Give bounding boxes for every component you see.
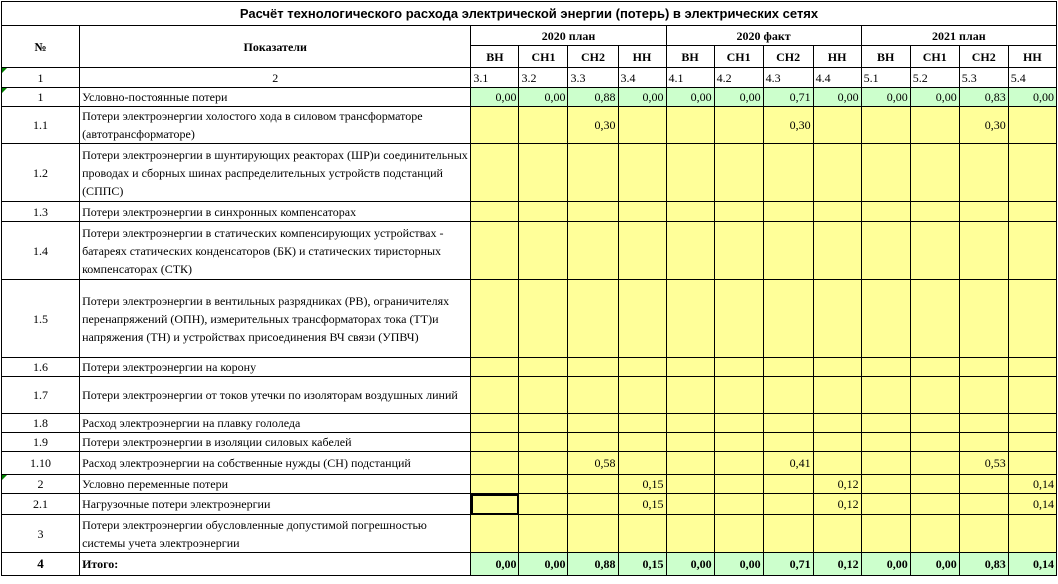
value-cell[interactable] — [813, 433, 861, 452]
row-label[interactable]: Потери электроэнергии в статических компенсирующих устройствах - батареях статических конденсаторов (БК) и статических тиристорных компенсаторах (СТК) — [80, 222, 471, 280]
value-cell[interactable] — [666, 107, 714, 144]
column-number[interactable]: 2 — [80, 68, 471, 88]
value-cell[interactable] — [763, 475, 813, 494]
value-cell[interactable] — [763, 414, 813, 433]
value-cell[interactable] — [813, 377, 861, 414]
value-cell[interactable] — [471, 433, 519, 452]
column-number[interactable]: 4.4 — [813, 68, 861, 88]
header-level[interactable]: НН — [618, 46, 666, 68]
value-cell[interactable]: 0,00 — [519, 553, 568, 576]
row-index[interactable]: 1.6 — [2, 358, 80, 377]
value-cell[interactable] — [568, 414, 618, 433]
value-cell[interactable] — [519, 433, 568, 452]
value-cell[interactable] — [618, 144, 666, 202]
value-cell[interactable] — [959, 515, 1008, 553]
value-cell[interactable]: 0,00 — [861, 88, 910, 107]
value-cell[interactable] — [618, 515, 666, 553]
value-cell[interactable] — [861, 107, 910, 144]
value-cell[interactable] — [813, 515, 861, 553]
value-cell[interactable] — [861, 452, 910, 475]
table-row — [2, 107, 1057, 144]
column-number[interactable]: 1 — [2, 68, 80, 88]
value-cell[interactable] — [568, 222, 618, 280]
value-cell[interactable]: 0,12 — [813, 475, 861, 494]
value-cell[interactable] — [519, 280, 568, 358]
value-cell[interactable] — [666, 144, 714, 202]
value-cell[interactable] — [519, 358, 568, 377]
data-rows — [2, 88, 1057, 576]
row-index[interactable]: 4 — [2, 553, 80, 576]
row-index[interactable]: 1.10 — [2, 452, 80, 475]
table-title: Расчёт технологического расхода электрической энергии (потерь) в электрических сетях — [2, 2, 1057, 26]
value-cell[interactable] — [813, 144, 861, 202]
row-index[interactable]: 1.8 — [2, 414, 80, 433]
column-number[interactable]: 4.1 — [666, 68, 714, 88]
value-cell[interactable] — [910, 433, 959, 452]
value-cell[interactable] — [1008, 358, 1056, 377]
header-indicator[interactable]: Показатели — [80, 26, 471, 68]
value-cell[interactable] — [714, 377, 763, 414]
header-no[interactable]: № — [2, 26, 80, 68]
value-cell[interactable] — [714, 107, 763, 144]
table-row — [2, 144, 1057, 202]
value-cell[interactable] — [861, 475, 910, 494]
value-cell[interactable] — [861, 433, 910, 452]
value-cell[interactable] — [910, 222, 959, 280]
row-index[interactable]: 3 — [2, 515, 80, 553]
column-number[interactable]: 5.2 — [910, 68, 959, 88]
value-cell[interactable] — [861, 202, 910, 222]
value-cell[interactable]: 0,30 — [763, 107, 813, 144]
value-cell[interactable] — [861, 414, 910, 433]
value-cell[interactable] — [618, 433, 666, 452]
value-cell[interactable] — [861, 358, 910, 377]
value-cell[interactable] — [813, 107, 861, 144]
row-index[interactable]: 1.4 — [2, 222, 80, 280]
value-cell[interactable] — [714, 202, 763, 222]
value-cell[interactable]: 0,88 — [568, 88, 618, 107]
table-row — [2, 222, 1057, 280]
value-cell[interactable]: 0,00 — [519, 88, 568, 107]
value-cell[interactable] — [568, 475, 618, 494]
value-cell[interactable] — [959, 144, 1008, 202]
row-label[interactable]: Условно переменные потери — [80, 475, 471, 494]
value-cell[interactable]: 0,41 — [763, 452, 813, 475]
header-level[interactable]: НН — [1008, 46, 1056, 68]
row-label[interactable]: Потери электроэнергии обусловленные допустимой погрешностью системы учета электроэнергии — [80, 515, 471, 553]
value-cell[interactable] — [813, 202, 861, 222]
value-cell[interactable] — [813, 452, 861, 475]
value-cell[interactable] — [959, 222, 1008, 280]
value-cell[interactable] — [471, 202, 519, 222]
header-period-2021-plan[interactable]: 2021 план — [861, 26, 1056, 46]
value-cell[interactable] — [618, 107, 666, 144]
value-cell[interactable] — [1008, 414, 1056, 433]
value-cell[interactable] — [618, 202, 666, 222]
row-label[interactable]: Условно-постоянные потери — [80, 88, 471, 107]
value-cell[interactable]: 0,71 — [763, 553, 813, 576]
value-cell[interactable]: 0,53 — [959, 452, 1008, 475]
value-cell[interactable]: 0,12 — [813, 553, 861, 576]
table-row — [2, 553, 1057, 576]
value-cell[interactable] — [910, 414, 959, 433]
value-cell[interactable] — [666, 202, 714, 222]
column-number[interactable]: 4.3 — [763, 68, 813, 88]
value-cell[interactable] — [813, 280, 861, 358]
value-cell[interactable] — [1008, 280, 1056, 358]
table-row — [2, 433, 1057, 452]
value-cell[interactable] — [714, 433, 763, 452]
value-cell[interactable]: 0,58 — [568, 452, 618, 475]
header-level[interactable]: ВН — [666, 46, 714, 68]
value-cell[interactable]: 0,00 — [666, 88, 714, 107]
value-cell[interactable] — [861, 515, 910, 553]
row-label[interactable]: Потери электроэнергии в синхронных компенсаторах — [80, 202, 471, 222]
value-cell[interactable] — [1008, 515, 1056, 553]
column-number[interactable]: 3.2 — [519, 68, 568, 88]
value-cell[interactable] — [471, 280, 519, 358]
value-cell[interactable] — [618, 377, 666, 414]
value-cell[interactable] — [763, 377, 813, 414]
header-period-2020-fact[interactable]: 2020 факт — [666, 26, 861, 46]
value-cell[interactable] — [618, 222, 666, 280]
value-cell[interactable]: 0,88 — [568, 553, 618, 576]
value-cell[interactable] — [618, 414, 666, 433]
value-cell[interactable] — [519, 475, 568, 494]
value-cell[interactable]: 0,00 — [1008, 88, 1056, 107]
row-label[interactable]: Потери электроэнергии в изоляции силовых кабелей — [80, 433, 471, 452]
value-cell[interactable]: 0,00 — [910, 553, 959, 576]
value-cell[interactable] — [666, 494, 714, 515]
value-cell[interactable] — [471, 358, 519, 377]
value-cell[interactable] — [959, 433, 1008, 452]
value-cell[interactable] — [763, 433, 813, 452]
table-row — [2, 358, 1057, 377]
column-number[interactable]: 3.1 — [471, 68, 519, 88]
header-level[interactable]: СН2 — [959, 46, 1008, 68]
value-cell[interactable] — [666, 414, 714, 433]
value-cell[interactable] — [568, 377, 618, 414]
value-cell[interactable]: 0,30 — [568, 107, 618, 144]
table-row — [2, 280, 1057, 358]
value-cell[interactable] — [471, 515, 519, 553]
value-cell[interactable] — [910, 144, 959, 202]
row-label[interactable]: Потери электроэнергии на корону — [80, 358, 471, 377]
value-cell[interactable] — [666, 358, 714, 377]
value-cell[interactable]: 0,15 — [618, 494, 666, 515]
header-level[interactable]: СН1 — [910, 46, 959, 68]
value-cell[interactable] — [861, 144, 910, 202]
value-cell[interactable]: 0,00 — [714, 88, 763, 107]
column-number[interactable]: 3.3 — [568, 68, 618, 88]
column-number[interactable]: 3.4 — [618, 68, 666, 88]
value-cell[interactable] — [714, 494, 763, 515]
column-number[interactable]: 5.4 — [1008, 68, 1056, 88]
value-cell[interactable] — [471, 107, 519, 144]
table-row — [2, 494, 1057, 515]
row-index[interactable]: 1.2 — [2, 144, 80, 202]
value-cell[interactable] — [959, 280, 1008, 358]
value-cell[interactable]: 0,00 — [471, 553, 519, 576]
value-cell[interactable] — [471, 144, 519, 202]
value-cell[interactable] — [618, 358, 666, 377]
header-level[interactable]: СН2 — [568, 46, 618, 68]
value-cell[interactable] — [568, 515, 618, 553]
value-cell[interactable]: 0,71 — [763, 88, 813, 107]
value-cell[interactable] — [910, 107, 959, 144]
value-cell[interactable] — [714, 144, 763, 202]
header-level[interactable]: СН1 — [714, 46, 763, 68]
value-cell[interactable] — [959, 358, 1008, 377]
value-cell[interactable] — [714, 452, 763, 475]
value-cell[interactable] — [910, 202, 959, 222]
value-cell[interactable] — [568, 144, 618, 202]
value-cell[interactable] — [714, 222, 763, 280]
value-cell[interactable] — [813, 222, 861, 280]
row-index[interactable]: 1 — [2, 88, 80, 107]
value-cell[interactable]: 0,14 — [1008, 553, 1056, 576]
value-cell[interactable] — [519, 107, 568, 144]
header-level[interactable]: ВН — [471, 46, 519, 68]
header-level[interactable]: СН2 — [763, 46, 813, 68]
value-cell[interactable] — [714, 414, 763, 433]
value-cell[interactable] — [666, 452, 714, 475]
value-cell[interactable]: 0,30 — [959, 107, 1008, 144]
value-cell[interactable]: 0,00 — [618, 88, 666, 107]
value-cell[interactable] — [763, 280, 813, 358]
value-cell[interactable] — [519, 202, 568, 222]
value-cell[interactable]: 0,14 — [1008, 475, 1056, 494]
value-cell[interactable] — [861, 377, 910, 414]
value-cell[interactable] — [519, 414, 568, 433]
row-index[interactable]: 2.1 — [2, 494, 80, 515]
row-index[interactable]: 1.1 — [2, 107, 80, 144]
column-number[interactable]: 4.2 — [714, 68, 763, 88]
value-cell[interactable] — [519, 515, 568, 553]
value-cell[interactable]: 0,00 — [666, 553, 714, 576]
value-cell[interactable] — [763, 222, 813, 280]
row-index[interactable]: 2 — [2, 475, 80, 494]
value-cell[interactable] — [519, 452, 568, 475]
value-cell[interactable] — [959, 494, 1008, 515]
value-cell[interactable]: 0,00 — [714, 553, 763, 576]
row-index[interactable]: 1.9 — [2, 433, 80, 452]
value-cell[interactable] — [763, 202, 813, 222]
table-row — [2, 515, 1057, 553]
row-index[interactable]: 1.5 — [2, 280, 80, 358]
row-label[interactable]: Потери электроэнергии в шунтирующих реакторах (ШР)и соединительных проводах и сборных шинах распределительных устройств подстанций (СППС) — [80, 144, 471, 202]
header-level[interactable]: НН — [813, 46, 861, 68]
table-row — [2, 88, 1057, 107]
value-cell[interactable] — [910, 494, 959, 515]
value-cell[interactable] — [714, 358, 763, 377]
row-label[interactable]: Расход электроэнергии на собственные нужды (СН) подстанций — [80, 452, 471, 475]
value-cell[interactable] — [813, 414, 861, 433]
value-cell[interactable] — [471, 475, 519, 494]
table-row — [2, 452, 1057, 475]
value-cell[interactable] — [568, 494, 618, 515]
header-level[interactable]: ВН — [861, 46, 910, 68]
row-label[interactable]: Расход электроэнергии на плавку гололеда — [80, 414, 471, 433]
value-cell[interactable] — [568, 202, 618, 222]
value-cell[interactable] — [959, 475, 1008, 494]
row-index[interactable]: 1.3 — [2, 202, 80, 222]
table-row — [2, 202, 1057, 222]
value-cell[interactable]: 0,15 — [618, 553, 666, 576]
value-cell[interactable] — [568, 358, 618, 377]
value-cell[interactable] — [714, 280, 763, 358]
value-cell[interactable] — [1008, 107, 1056, 144]
value-cell[interactable] — [471, 494, 519, 515]
value-cell[interactable] — [1008, 377, 1056, 414]
value-cell[interactable] — [763, 144, 813, 202]
value-cell[interactable] — [910, 475, 959, 494]
header-period-2020-plan[interactable]: 2020 план — [471, 26, 666, 46]
value-cell[interactable] — [666, 475, 714, 494]
value-cell[interactable] — [666, 280, 714, 358]
value-cell[interactable] — [861, 280, 910, 358]
row-label[interactable]: Потери электроэнергии холостого хода в силовом трансформаторе (автотрансформаторе) — [80, 107, 471, 144]
value-cell[interactable] — [519, 222, 568, 280]
value-cell[interactable] — [618, 280, 666, 358]
row-label[interactable]: Нагрузочные потери электроэнергии — [80, 494, 471, 515]
value-cell[interactable] — [471, 222, 519, 280]
value-cell[interactable] — [471, 414, 519, 433]
value-cell[interactable] — [910, 358, 959, 377]
header-level[interactable]: СН1 — [519, 46, 568, 68]
table-row — [2, 475, 1057, 494]
value-cell[interactable] — [910, 280, 959, 358]
column-number[interactable]: 5.1 — [861, 68, 910, 88]
value-cell[interactable] — [714, 475, 763, 494]
value-cell[interactable]: 0,14 — [1008, 494, 1056, 515]
value-cell[interactable] — [1008, 452, 1056, 475]
value-cell[interactable]: 0,00 — [910, 88, 959, 107]
value-cell[interactable] — [861, 494, 910, 515]
value-cell[interactable] — [1008, 222, 1056, 280]
value-cell[interactable] — [959, 202, 1008, 222]
row-label[interactable]: Итого: — [80, 553, 471, 576]
value-cell[interactable] — [666, 515, 714, 553]
value-cell[interactable]: 0,00 — [471, 88, 519, 107]
value-cell[interactable]: 0,12 — [813, 494, 861, 515]
row-label[interactable]: Потери электроэнергии от токов утечки по изоляторам воздушных линий — [80, 377, 471, 414]
losses-table — [1, 1, 1057, 576]
value-cell[interactable] — [471, 452, 519, 475]
value-cell[interactable]: 0,00 — [813, 88, 861, 107]
value-cell[interactable]: 0,83 — [959, 88, 1008, 107]
value-cell[interactable] — [763, 515, 813, 553]
value-cell[interactable] — [519, 494, 568, 515]
value-cell[interactable] — [813, 358, 861, 377]
value-cell[interactable]: 0,83 — [959, 553, 1008, 576]
value-cell[interactable] — [763, 494, 813, 515]
value-cell[interactable]: 0,15 — [618, 475, 666, 494]
table-row — [2, 377, 1057, 414]
value-cell[interactable] — [1008, 144, 1056, 202]
value-cell[interactable] — [568, 433, 618, 452]
value-cell[interactable] — [959, 414, 1008, 433]
value-cell[interactable] — [714, 515, 763, 553]
value-cell[interactable] — [666, 222, 714, 280]
value-cell[interactable] — [568, 280, 618, 358]
row-index[interactable]: 1.7 — [2, 377, 80, 414]
value-cell[interactable] — [471, 377, 519, 414]
value-cell[interactable]: 0,00 — [861, 553, 910, 576]
table-row — [2, 414, 1057, 433]
value-cell[interactable] — [519, 377, 568, 414]
row-label[interactable]: Потери электроэнергии в вентильных разрядниках (РВ), ограничителях перенапряжений (ОПН), измерительных трансформаторах тока (ТТ)и напряжения (ТН) и устройствах присоединения ВЧ связи (УПВЧ) — [80, 280, 471, 358]
value-cell[interactable] — [910, 452, 959, 475]
value-cell[interactable] — [1008, 202, 1056, 222]
value-cell[interactable] — [763, 358, 813, 377]
column-number[interactable]: 5.3 — [959, 68, 1008, 88]
value-cell[interactable] — [519, 144, 568, 202]
value-cell[interactable] — [1008, 433, 1056, 452]
value-cell[interactable] — [666, 433, 714, 452]
value-cell[interactable] — [666, 377, 714, 414]
value-cell[interactable] — [618, 452, 666, 475]
value-cell[interactable] — [910, 515, 959, 553]
value-cell[interactable] — [861, 222, 910, 280]
value-cell[interactable] — [910, 377, 959, 414]
value-cell[interactable] — [959, 377, 1008, 414]
